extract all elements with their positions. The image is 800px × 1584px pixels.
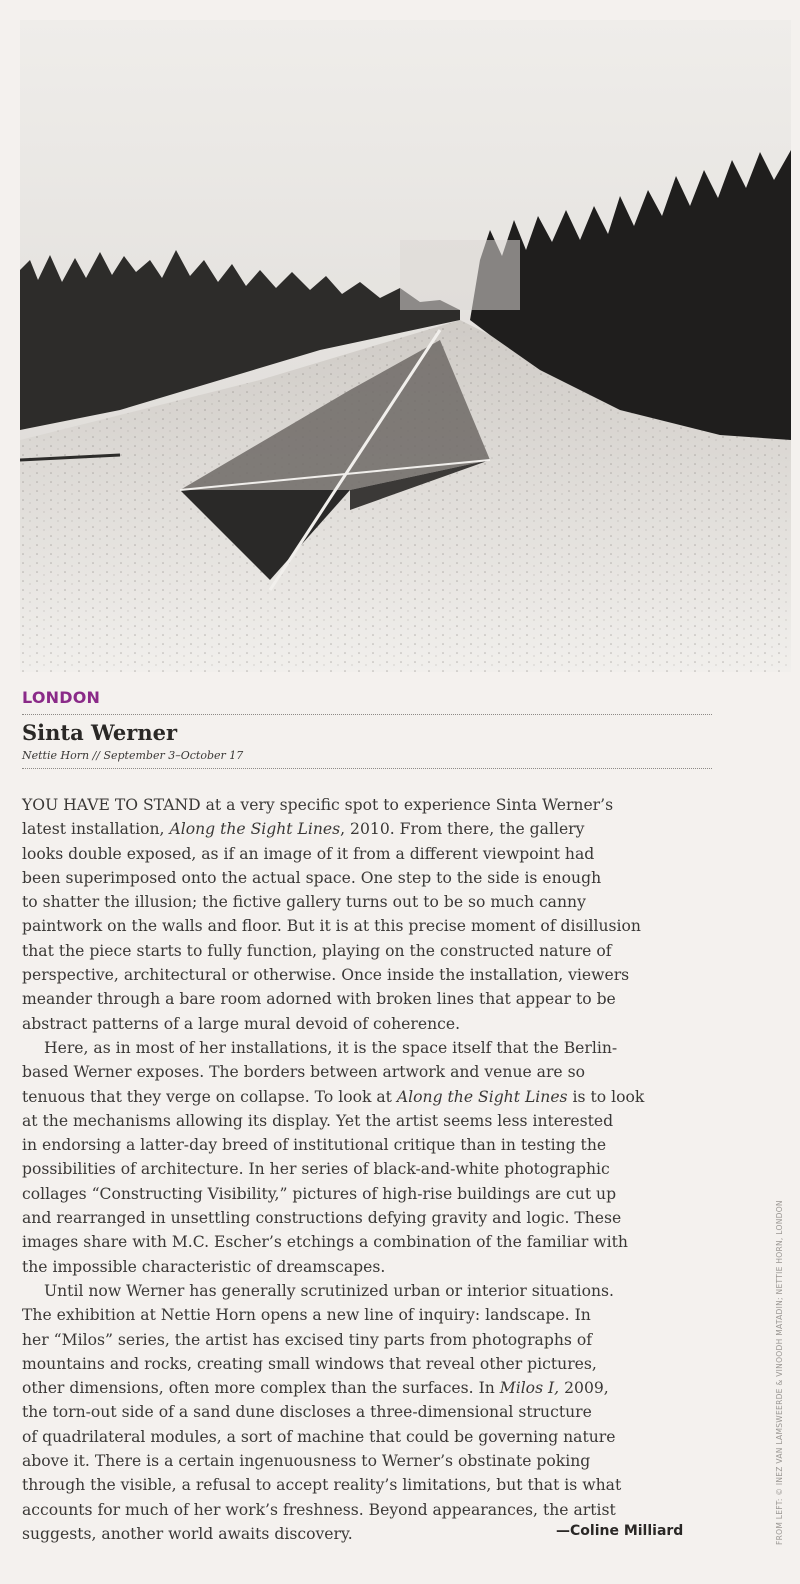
body-text: above it. There is a certain ingenuousness to Werner’s obstinate poking — [22, 1452, 591, 1471]
body-text: the torn-out side of a sand dune discloses a three-dimensional structure — [22, 1403, 592, 1422]
body-line — [22, 793, 722, 817]
body-line — [22, 1182, 722, 1206]
body-line — [22, 1012, 722, 1036]
landscape-photo — [20, 20, 791, 672]
section-label: LONDON — [22, 688, 101, 707]
body-line — [22, 842, 722, 866]
body-text: suggests, another world awaits discovery. — [22, 1524, 353, 1543]
body-line — [22, 1400, 722, 1424]
body-line — [22, 1376, 722, 1400]
body-line — [22, 817, 722, 841]
body-line — [22, 1255, 722, 1279]
body-text: accounts for much of her work’s freshness. Beyond appearances, the artist — [22, 1500, 616, 1519]
body-text: of quadrilateral modules, a sort of machine that could be governing nature — [22, 1427, 616, 1446]
body-text: and rearranged in unsettling constructions defying gravity and logic. These — [22, 1209, 622, 1228]
body-line — [22, 1279, 722, 1303]
body-line — [22, 1206, 722, 1230]
body-line — [22, 1060, 722, 1084]
body-line — [22, 1328, 722, 1352]
body-text: in endorsing a latter-day breed of institutional critique than in testing the — [22, 1136, 607, 1155]
body-line — [22, 1352, 722, 1376]
body-line — [22, 866, 722, 890]
artwork-title: Along the Sight Lines — [169, 820, 341, 839]
article-title: Sinta Werner — [22, 720, 178, 745]
body-line — [22, 987, 722, 1011]
body-line — [22, 1230, 722, 1254]
body-line — [22, 1425, 722, 1449]
body-line — [22, 963, 722, 987]
body-text: looks double exposed, as if an image of it from a different viewpoint had — [22, 844, 595, 863]
body-line — [22, 890, 722, 914]
body-text: been superimposed onto the actual space. One step to the side is enough — [22, 868, 602, 887]
body-text: tenuous that they verge on collapse. To look at — [22, 1087, 397, 1106]
body-text: to shatter the illusion; the fictive gallery turns out to be so much canny — [22, 893, 586, 912]
body-line — [22, 1473, 722, 1497]
article-body — [22, 793, 722, 1546]
byline: —Coline Milliard — [556, 1523, 684, 1539]
venue-dates: Nettie Horn // September 3–October 17 — [22, 749, 244, 762]
photo-illustration — [20, 20, 791, 672]
body-text: latest installation, — [22, 820, 170, 839]
divider — [22, 714, 712, 715]
body-text: abstract patterns of a large mural devoid of coherence. — [22, 1014, 461, 1033]
body-text: Here, as in most of her installations, it is the space itself that the Berlin- — [44, 1038, 618, 1057]
body-text: meander through a bare room adorned with broken lines that appear to be — [22, 990, 616, 1009]
artwork-title: Along the Sight Lines — [396, 1087, 568, 1106]
body-text: that the piece starts to fully function, playing on the constructed nature of — [22, 941, 612, 960]
body-text: other dimensions, often more complex than the surfaces. In — [22, 1379, 500, 1398]
body-text: mountains and rocks, creating small windows that reveal other pictures, — [22, 1354, 597, 1373]
body-line — [22, 1133, 722, 1157]
body-text: , 2010. From there, the gallery — [340, 820, 585, 839]
body-text: at a very specific spot to experience Sinta Werner’s — [200, 796, 614, 814]
body-line — [22, 1498, 722, 1522]
body-text: YOU HAVE TO STAND — [22, 796, 201, 814]
body-text: perspective, architectural or otherwise. Once inside the installation, viewers — [22, 966, 630, 985]
body-line — [22, 939, 722, 963]
body-text: The exhibition at Nettie Horn opens a new line of inquiry: landscape. In — [22, 1306, 591, 1325]
body-line — [22, 1085, 722, 1109]
body-line — [22, 1036, 722, 1060]
body-text: paintwork on the walls and floor. But it is at this precise moment of disillusion — [22, 917, 641, 936]
body-text: based Werner exposes. The borders between artwork and venue are so — [22, 1063, 585, 1082]
body-line — [22, 1449, 722, 1473]
body-text: collages “Constructing Visibility,” pictures of high-rise buildings are cut up — [22, 1184, 617, 1203]
divider — [22, 768, 712, 769]
body-line — [22, 914, 722, 938]
body-text: images share with M.C. Escher’s etchings a combination of the familiar with — [22, 1233, 628, 1252]
body-text: the impossible characteristic of dreamscapes. — [22, 1257, 386, 1276]
body-line — [22, 1109, 722, 1133]
body-text: is to look — [567, 1087, 645, 1106]
body-line — [22, 1303, 722, 1327]
artwork-title: Milos I, — [499, 1379, 560, 1398]
photo-credit-text: FROM LEFT: © INEZ VAN LAMSWEERDE & VINOODH MATADIN; NETTIE HORN, LONDON — [775, 1200, 784, 1545]
body-text: possibilities of architecture. In her series of black-and-white photographic — [22, 1160, 610, 1179]
body-text: at the mechanisms allowing its display. Yet the artist seems less interested — [22, 1111, 614, 1130]
body-text: Until now Werner has generally scrutinized urban or interior situations. — [44, 1281, 614, 1300]
body-line — [22, 1157, 722, 1181]
body-text: through the visible, a refusal to accept reality’s limitations, but that is what — [22, 1476, 622, 1495]
photo-credit — [775, 1100, 791, 1545]
body-text: 2009, — [559, 1379, 609, 1398]
body-text: her “Milos” series, the artist has excised tiny parts from photographs of — [22, 1330, 592, 1349]
